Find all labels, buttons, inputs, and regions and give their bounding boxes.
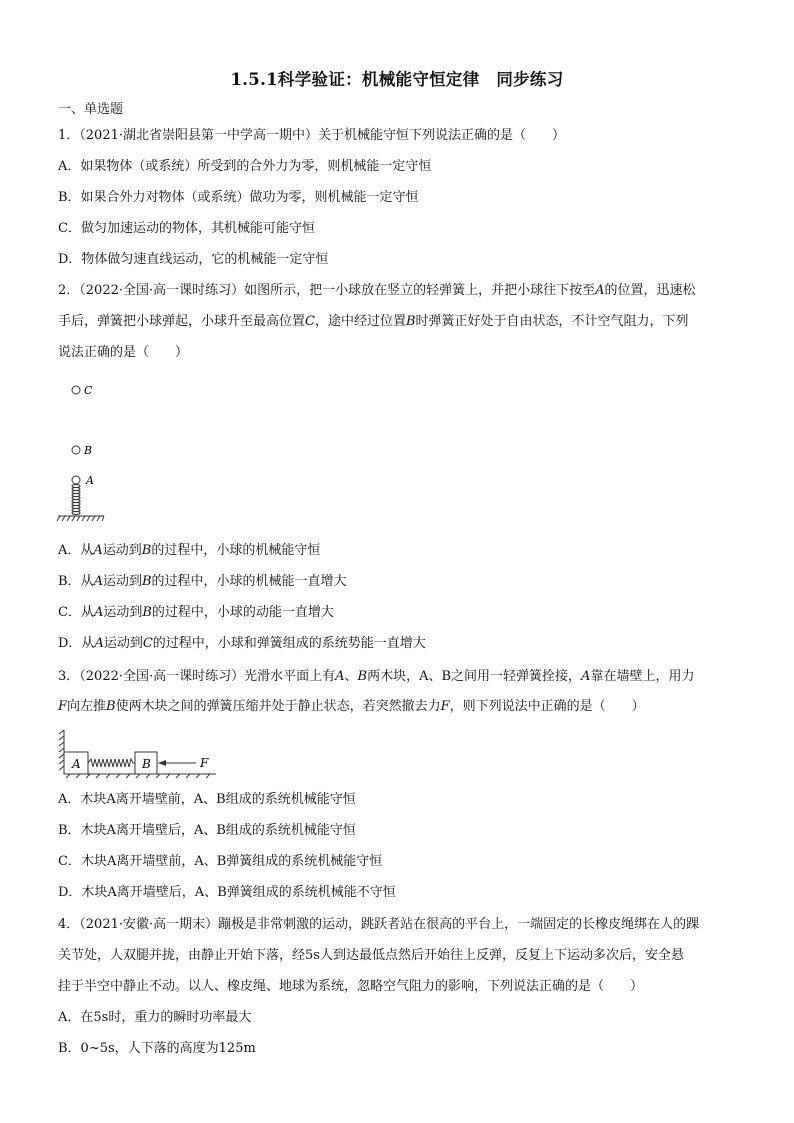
blocks-spring-figure (56, 728, 221, 778)
q4-option-b: B．0~5s，人下落的高度为125m (58, 1041, 256, 1056)
q1-option-d: D．物体做匀速直线运动，它的机械能一定守恒 (58, 252, 329, 267)
wall (59, 730, 64, 774)
q3-option-a: A．木块A离开墙壁前，A、B组成的系统机械能守恒 (58, 792, 356, 807)
q1-stem: 1．（2021·湖北省崇阳县第一中学高一期中）关于机械能守恒下列说法正确的是（ ） (58, 128, 565, 143)
q2-stem-line3: 说法正确的是（ ） (58, 345, 189, 360)
q2-option-a: A．从A运动到B的过程中，小球的机械能守恒 (58, 543, 321, 558)
page-title: 1.5.1科学验证：机械能守恒定律 同步练习 (230, 70, 564, 89)
q1-option-c: C．做匀加速运动的物体，其机械能可能守恒 (58, 221, 315, 236)
q2-option-d: D．从A运动到C的过程中，小球和弹簧组成的系统势能一直增大 (58, 636, 426, 651)
q3-stem-line1: 3．（2022·全国·高一课时练习）光滑水平面上有A、B两木块，A、B之间用一轻弹簧拴接，A靠在墙壁上，用力 (58, 669, 695, 684)
block-b-label: B (142, 757, 151, 771)
q4-stem-line1: 4．（2021·安徽·高一期末）蹦极是非常刺激的运动，跳跃者站在很高的平台上，一端固定的长橡皮绳绑在人的踝 (58, 917, 700, 932)
q2-option-c: C．从A运动到B的过程中，小球的动能一直增大 (58, 605, 334, 620)
figure-label-b: B (84, 444, 93, 457)
q1-option-b: B．如果合外力对物体（或系统）做功为零，则机械能一定守恒 (58, 190, 419, 205)
spring-ball-figure (56, 376, 116, 526)
q3-option-c: C．木块A离开墙壁前，A、B弹簧组成的系统机械能守恒 (58, 854, 383, 869)
ground (57, 516, 104, 521)
q3-option-d: D．木块A离开墙壁后，A、B弹簧组成的系统机械能不守恒 (58, 885, 396, 900)
q2-option-b: B．从A运动到B的过程中，小球的机械能一直增大 (58, 574, 347, 589)
q4-option-a: A．在5s时，重力的瞬时功率最大 (58, 1010, 252, 1025)
q3-option-b: B．木块A离开墙壁后，A、B组成的系统机械能守恒 (58, 823, 356, 838)
floor (64, 774, 216, 778)
q2-stem-line2: 手后，弹簧把小球弹起，小球升至最高位置C，途中经过位置B时弹簧正好处于自由状态，不计空气阻力，下列 (58, 314, 689, 329)
q3-stem-line2: F向左推B使两木块之间的弹簧压缩并处于静止状态，若突然撤去力F，则下列说法中正确的是（ ） (58, 699, 645, 714)
q1-option-a: A．如果物体（或系统）所受到的合外力为零，则机械能一定守恒 (58, 159, 432, 174)
q4-stem-line3: 挂于半空中静止不动。以人、橡皮绳、地球为系统，忽略空气阻力的影响，下列说法正确的是（ ） (58, 979, 644, 994)
figure-label-a: A (86, 474, 94, 487)
figure-label-c: C (84, 384, 93, 397)
force-label: F (200, 756, 209, 770)
spring (72, 485, 80, 515)
q4-stem-line2: 关节处，人双腿并拢，由静止开始下落，经5s人到达最低点然后开始往上反弹，反复上下运动多次后，安全悬 (58, 948, 684, 963)
spring (88, 759, 135, 767)
q2-stem-line1: 2．（2022·全国·高一课时练习）如图所示，把一小球放在竖立的轻弹簧上，并把小球往下按至A的位置，迅速松 (58, 283, 696, 298)
section-heading: 一、单选题 (58, 102, 124, 117)
block-a-label: A (72, 757, 81, 771)
arrow-head-icon (158, 760, 166, 766)
